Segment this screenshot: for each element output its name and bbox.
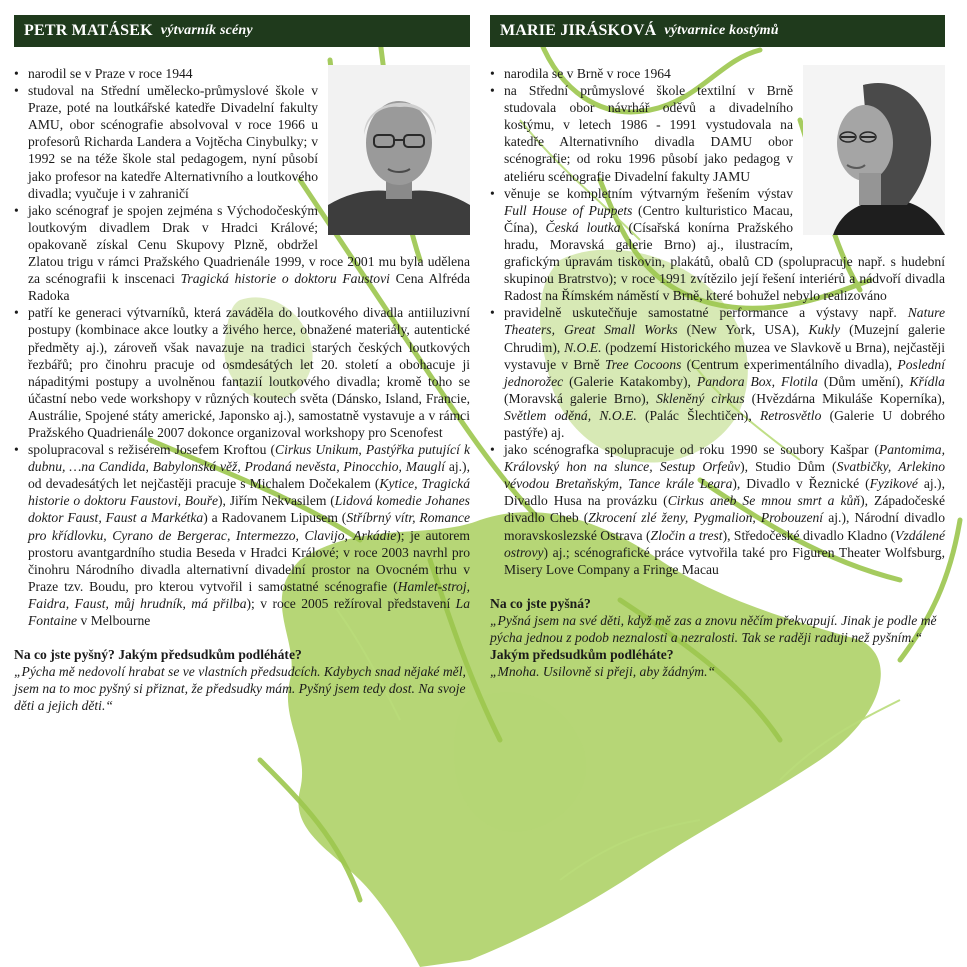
bio-item: • narodil se v Praze v roce 1944 [14, 65, 470, 82]
bio-item: • jako scénograf je spojen zejména s Východočeským loutkovým divadlem Drak v Hradci Králové; opakovaně získal Cenu Skupovy Plzně, obdržel Zlatou trigu v rámci Pražského Quadrienále 1999, v roce 2001 mu byla udělena za scénografii k inscenaci Tragická historie o doktoru Faustovi Cena Alfréda Radoka [14, 202, 470, 305]
name-header [14, 15, 470, 47]
bio-item: • narodila se v Brně v roce 1964 [490, 65, 945, 82]
interview-question: Na co jste pyšná? [490, 595, 591, 611]
name-header [490, 15, 945, 47]
bio-item: • spolupracoval s režisérem Josefem Kroftou (Cirkus Unikum, Pastýřka putující k dubnu, …na Candida, Babylonská věž, Prodaná nevěsta, Pinocchio, Mauglí aj.), od devadesátých let nejčastěji pracuje s Michalem Dočekalem (Kytice, Tragická historie o doktoru Faustovi, Bouře), Jiřím Nekvasilem (Lidová komedie Johanes doktor Faust, Faust a Markétka) a Radovanem Lipusem (Stříbrný vítr, Romance pro křídlovku, Cyrano de Bergerac, Intermezzo, Clavijo, Arkádie); je autorem prostoru avantgardního studia Beseda v Hradci Králové; v roce 2003 navrhl pro činohru Národního divadla alternativní divadelní prostor na Ovocném trhu v Praze tzv. Boudu, pro kterou vytvořil i samostatné scénografie (Hamlet-stroj, Faidra, Faust, můj hrudník, má přilba); v roce 2005 režíroval představení La Fontaine v Melbourne [14, 441, 470, 629]
column-marie-jiraskova [490, 15, 945, 680]
bio-list [14, 47, 470, 629]
person-name: PETR MATÁSEK [24, 22, 153, 39]
interview-answer: „Pyšná jsem na své děti, když mě zas a znovu něčím překvapují. Jinak je podle mě pýcha jednou z podob neznalosti a nezralosti. Tak se raději raduji než pyšním.“ [490, 612, 937, 645]
column-petr-matasek [14, 15, 470, 714]
interview-question: Na co jste pyšný? Jakým předsudkům podléháte? [14, 647, 302, 663]
interview-block [490, 595, 945, 680]
bio-list [490, 47, 945, 578]
interview-block [14, 646, 470, 714]
bio-item: • na Střední průmyslové škole textilní v Brně studovala obor návrhář oděvů a divadelního kostýmu, v letech 1986 - 1991 vystudovala na katedře Alternativního divadla DAMU obor scénografie; od roku 1996 působí jako pedagog v ateliéru scénografie Divadelní fakulty JAMU [490, 82, 945, 185]
bio-item: • věnuje se kompletním výtvarným řešením výstav Full House of Puppets (Centro kulturistico Macau, Čína), Česká loutka (Císařská konírna Pražského hradu, Moravská galerie Brno) aj., ilustracím, grafickým úpravám tiskovin, plakátů, obalů CD (spolupracuje např. s hudební skupinou Bratrstvo); v roce 1991 zvítězilo její řešení interiérů a nádvoří divadla Radost na Římském náměstí v Brně, které bohužel nebylo realizováno [490, 185, 945, 305]
person-role: výtvarnice kostýmů [664, 23, 779, 38]
interview-answer: „Pýcha mě nedovolí hrabat se ve vlastních předsudcích. Kdybych snad nějaké měl, jsem na to moc pyšný si přiznat, že předsudky mám. Pyšný jsem tedy dost. Na svoje děti a jejich děti.“ [14, 664, 466, 714]
bio-item: • jako scénografka spolupracuje od roku 1990 se soubory Kašpar (Pantomima, Královský hon na slunce, Sestup Orfeův), Studio Dům (Svatbičky, Arlekino vévodou Bretaňským, Tance krále Leara), Divadlo v Řeznické (Fyzikové aj.), Divadlo Husa na provázku (Cirkus aneb Se mnou smrt a kůň), Západočeské divadlo Cheb (Zkrocení zlé ženy, Pygmalion, Probouzení aj.), Národní divadlo moravskoslezské Ostrava (Zločin a trest), Středočeské divadlo Kladno (Vzdálené ostrovy) aj.; scénografické práce vytvořila také pro Figuren Theater Wolfsburg, Misery Love Company a Fringe Macau [490, 441, 945, 578]
person-role: výtvarník scény [160, 23, 253, 38]
interview-answer: „Mnoha. Usilovně si přeji, aby žádným.“ [490, 664, 716, 680]
interview-question: Jakým předsudkům podléháte? [490, 647, 674, 663]
bio-item: • patří ke generaci výtvarníků, která zaváděla do loutkového divadla antiiluzivní postupy (kombinace akce loutky a živého herce, obnažené materiály, autentické předměty aj.), zároveň však navazuje na tradici starých českých loutkových řezbářů; pro činohru pracuje od osmdesátých let 20. století a obohacuje ji nápaditými postupy a uvolněnou fantazií loutkového divadla; kromě toho se účastní nebo vede workshopy v různých koutech světa (Dánsko, Island, Francie, Austrálie, Spojené státy americké, Japonsko aj.), samostatně vystavuje a v rámci Pražského Quadrienále 2007 dokonce organizoval workshopy pro Scenofest [14, 304, 470, 441]
bio-item: • pravidelně uskutečňuje samostatné performance a výstavy např. Nature Theaters, Great Small Works (New York, USA), Kukly (Muzejní galerie Chrudim), N.O.E. (podzemí Historického muzea ve Slavkově u Brna), nejčastěji vystavuje v Brně Tree Cocoons (Centrum experimentálního divadla), Poslední jednorožec (Galerie Katakomby), Pandora Box, Flotila (Dům umění), Křídla (Moravská galerie Brno), Skleněný cirkus (Hvězdárna Mikuláše Koperníka), Světlem oděná, N.O.E. (Palác Šlechtičen), Retrosvětlo (Galerie U dobrého pastýře) aj. [490, 304, 945, 441]
person-name: MARIE JIRÁSKOVÁ [500, 22, 657, 39]
bio-item: • studoval na Střední umělecko-průmyslové škole v Praze, poté na loutkářské katedře Divadelní fakulty AMU, obor scénografie absolvoval v roce 1966 u profesorů Richarda Landera a Vojtěcha Cinybulky; v 1992 se na téže škole stal pedagogem, nyní působí jako profesor na katedře Alternativního a loutkového divadla; vyučuje i v zahraničí [14, 82, 470, 202]
